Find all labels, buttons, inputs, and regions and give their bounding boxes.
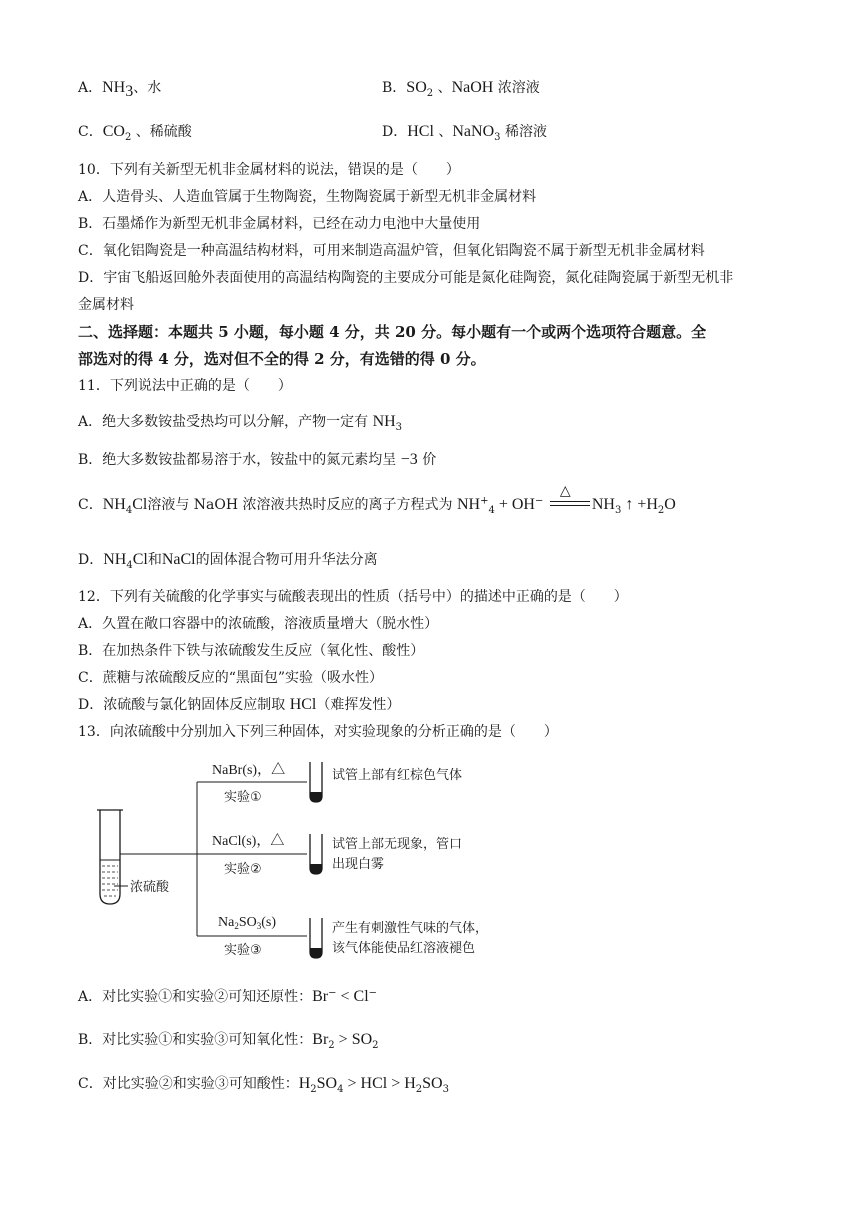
q11-stem: 11．下列说法中正确的是（ ）	[78, 378, 292, 394]
q13-experiment-diagram	[92, 754, 512, 970]
q12-option-c: C．蔗糖与浓硫酸反应的“黑面包”实验（吸水性）	[78, 670, 384, 686]
q11-option-c: C．$NH_4Cl$溶液与 NaOH 浓溶液共热时反应的离子方程式为 $NH^+_4 + OH^-$ △ $NH_3$ ↑ $+H_2O$	[78, 483, 676, 516]
q12-stem: 12．下列有关硫酸的化学事实与硫酸表现出的性质（括号中）的描述中正确的是（ ）	[78, 589, 628, 605]
q9-option-a: A．$NH_3$、水	[78, 79, 162, 100]
q10-option-d-line2: 金属材料	[78, 297, 134, 313]
q9-option-b: B．$SO_2$ 、NaOH 浓溶液	[382, 79, 540, 99]
exp3-observation-line2: 该气体能使品红溶液褪色	[332, 941, 476, 956]
main-test-tube	[97, 810, 123, 904]
exp2-test-tube	[310, 834, 322, 874]
exp1-name: 实验①	[224, 790, 262, 805]
exp2-observation-line1: 试管上部无现象，管口	[332, 837, 463, 852]
q10-option-a: A．人造骨头、人造血管属于生物陶瓷，生物陶瓷属于新型无机非金属材料	[78, 189, 537, 205]
exp3-observation-line1: 产生有刺激性气味的气体，	[332, 921, 489, 936]
exp3-test-tube	[310, 918, 322, 958]
exp2-reagent: NaCl(s)，△	[212, 834, 285, 849]
q11-option-a: A．绝大多数铵盐受热均可以分解，产物一定有 $NH_3$	[78, 413, 403, 433]
q10-option-c: C．氧化铝陶瓷是一种高温结构材料，可用来制造高温炉管，但氧化铝陶瓷不属于新型无机非金属材料	[78, 243, 705, 259]
q13-option-c: C．对比实验②和实验③可知酸性：$H_2SO_4$ > HCl > $H_2SO_3$	[78, 1075, 449, 1095]
exp3-name: 实验③	[224, 943, 262, 958]
exp1-test-tube	[310, 762, 322, 802]
exp3-reagent: $Na_2SO_3(s)$	[218, 915, 277, 931]
exp1-observation: 试管上部有红棕色气体	[332, 768, 463, 783]
q9-option-d: D．HCl 、NaNO$_3$ 稀溶液	[382, 123, 547, 143]
exp2-observation-line2: 出现白雾	[332, 857, 385, 872]
q10-stem: 10．下列有关新型无机非金属材料的说法，错误的是（ ）	[78, 162, 460, 178]
triangle-icon: △	[559, 483, 571, 499]
q12-option-d: D．浓硫酸与氯化钠固体反应制取 HCl（难挥发性）	[78, 696, 401, 713]
exp1-reagent: NaBr(s)，△	[212, 763, 286, 778]
q11-option-d: D．$NH_4Cl$和NaCl的固体混合物可用升华法分离	[78, 551, 378, 571]
exp2-name: 实验②	[224, 862, 262, 877]
q12-option-b: B．在加热条件下铁与浓硫酸发生反应（氧化性、酸性）	[78, 643, 425, 659]
q13-option-a: A．对比实验①和实验②可知还原性：Br− < Cl−	[78, 987, 378, 1005]
q9-option-c: C．$CO_2$ 、稀硫酸	[78, 123, 192, 143]
main-label: 浓硫酸	[130, 880, 170, 895]
q12-option-a: A．久置在敞口容器中的浓硫酸，溶液质量增大（脱水性）	[78, 616, 439, 632]
q13-stem: 13．向浓硫酸中分别加入下列三种固体，对实验现象的分析正确的是（ ）	[78, 724, 558, 740]
section2-heading-line2: 部选对的得 4 分，选对但不全的得 2 分，有选错的得 0 分。	[78, 350, 486, 368]
section2-heading-line1: 二、选择题：本题共 5 小题，每小题 4 分，共 20 分。每小题有一个或两个选项符合题意。全	[78, 323, 707, 341]
q10-option-b: B．石墨烯作为新型无机非金属材料，已经在动力电池中大量使用	[78, 216, 481, 232]
q11-option-b: B．绝大多数铵盐都易溶于水，铵盐中的氮元素均呈 −3 价	[78, 451, 437, 468]
q10-option-d-line1: D．宇宙飞船返回舱外表面使用的高温结构陶瓷的主要成分可能是氮化硅陶瓷，氮化硅陶瓷属于新型无机非	[78, 270, 734, 286]
heating-equals-sign	[548, 483, 592, 512]
q13-option-b: B．对比实验①和实验③可知氧化性：$Br_2 > SO_2$	[78, 1031, 379, 1051]
